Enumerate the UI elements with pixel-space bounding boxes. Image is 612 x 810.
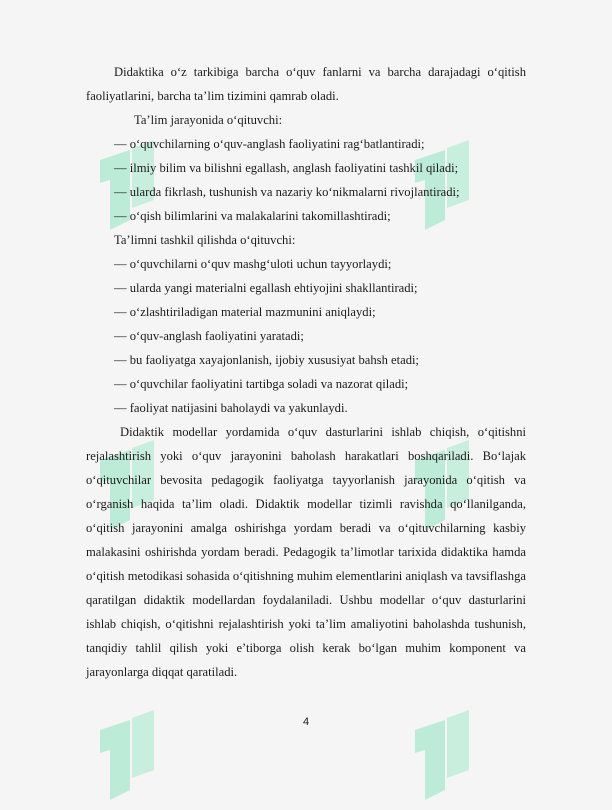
page-number: 4 <box>302 716 310 728</box>
soff-logo-icon <box>70 690 190 810</box>
soff-logo-icon <box>385 690 505 810</box>
paragraph-didactic-models: Didaktik modellar yordamida o‘quv dasturlarini ishlab chiqish, o‘qitishni rejalashtirish yoki o‘quv jarayonini baholash harakatlari boshqariladi. Bo‘lajak o‘qituvchilar bevosita pedagogik faoliyatga tayyorlanish jarayonida o‘qitish va o‘rganish haqida ta’lim oladi. Didaktik modellar tizimli ravishda qo‘llanilganda, o‘qitish jarayonini amalga oshirishga yordam beradi va o‘qituvchilarning kasbiy malakasini oshirishda yordam beradi. Pedagogik ta’limotlar tarixida didaktika hamda o‘qitish metodikasi sohasida o‘qitishning muhim elementlarini aniqlash va tavsiflashga qaratilgan didaktik modellardan foydalaniladi. Ushbu modellar o‘quv dasturlarini ishlab chiqish, o‘qitishni rejalashtirish yoki ta’lim amaliyotini baholashda tushunish, tanqidiy tahlil qilish yoki e’tiborga olish kerak bo‘lgan muhim komponent va jarayonlarga diqqat qaratiladi. <box>86 425 526 679</box>
list-item: — o‘quvchilarni o‘quv mashg‘uloti uchun tayyorlaydi; <box>114 257 392 271</box>
list-item: — o‘qish bilimlarini va malakalarini takomillashtiradi; <box>114 209 391 223</box>
list-item: — o‘quvchilarning o‘quv-anglash faoliyatini rag‘batlantiradi; <box>114 137 425 151</box>
list-item: — o‘quvchilar faoliyatini tartibga soladi va nazorat qiladi; <box>114 377 409 391</box>
list-item: — o‘quv-anglash faoliyatini yaratadi; <box>114 329 304 343</box>
list-item: — faoliyat natijasini baholaydi va yakunlaydi. <box>114 401 348 415</box>
list-item: — ularda yangi materialni egallash ehtiyojini shakllantiradi; <box>114 281 418 295</box>
list-item: — ilmiy bilim va bilishni egallash, anglash faoliyatini tashkil qiladi; <box>114 161 459 175</box>
list-item: — bu faoliyatga xayajonlanish, ijobiy xususiyat bahsh etadi; <box>114 353 419 367</box>
paragraph-teaching-process: Ta’lim jarayonida o‘qituvchi: <box>134 113 283 127</box>
paragraph-intro: Didaktika o‘z tarkibiga barcha o‘quv fanlarni va barcha darajadagi o‘qitish faoliyatlarini, barcha ta’lim tizimini qamrab oladi. <box>86 65 526 103</box>
list-item: — ularda fikrlash, tushunish va nazariy ko‘nikmalarni rivojlantiradi; <box>114 185 460 199</box>
list-item: — o‘zlashtiriladigan material mazmunini aniqlaydi; <box>114 305 376 319</box>
body-text <box>86 60 526 684</box>
paragraph-organization: Ta’limni tashkil qilishda o‘qituvchi: <box>114 233 296 247</box>
